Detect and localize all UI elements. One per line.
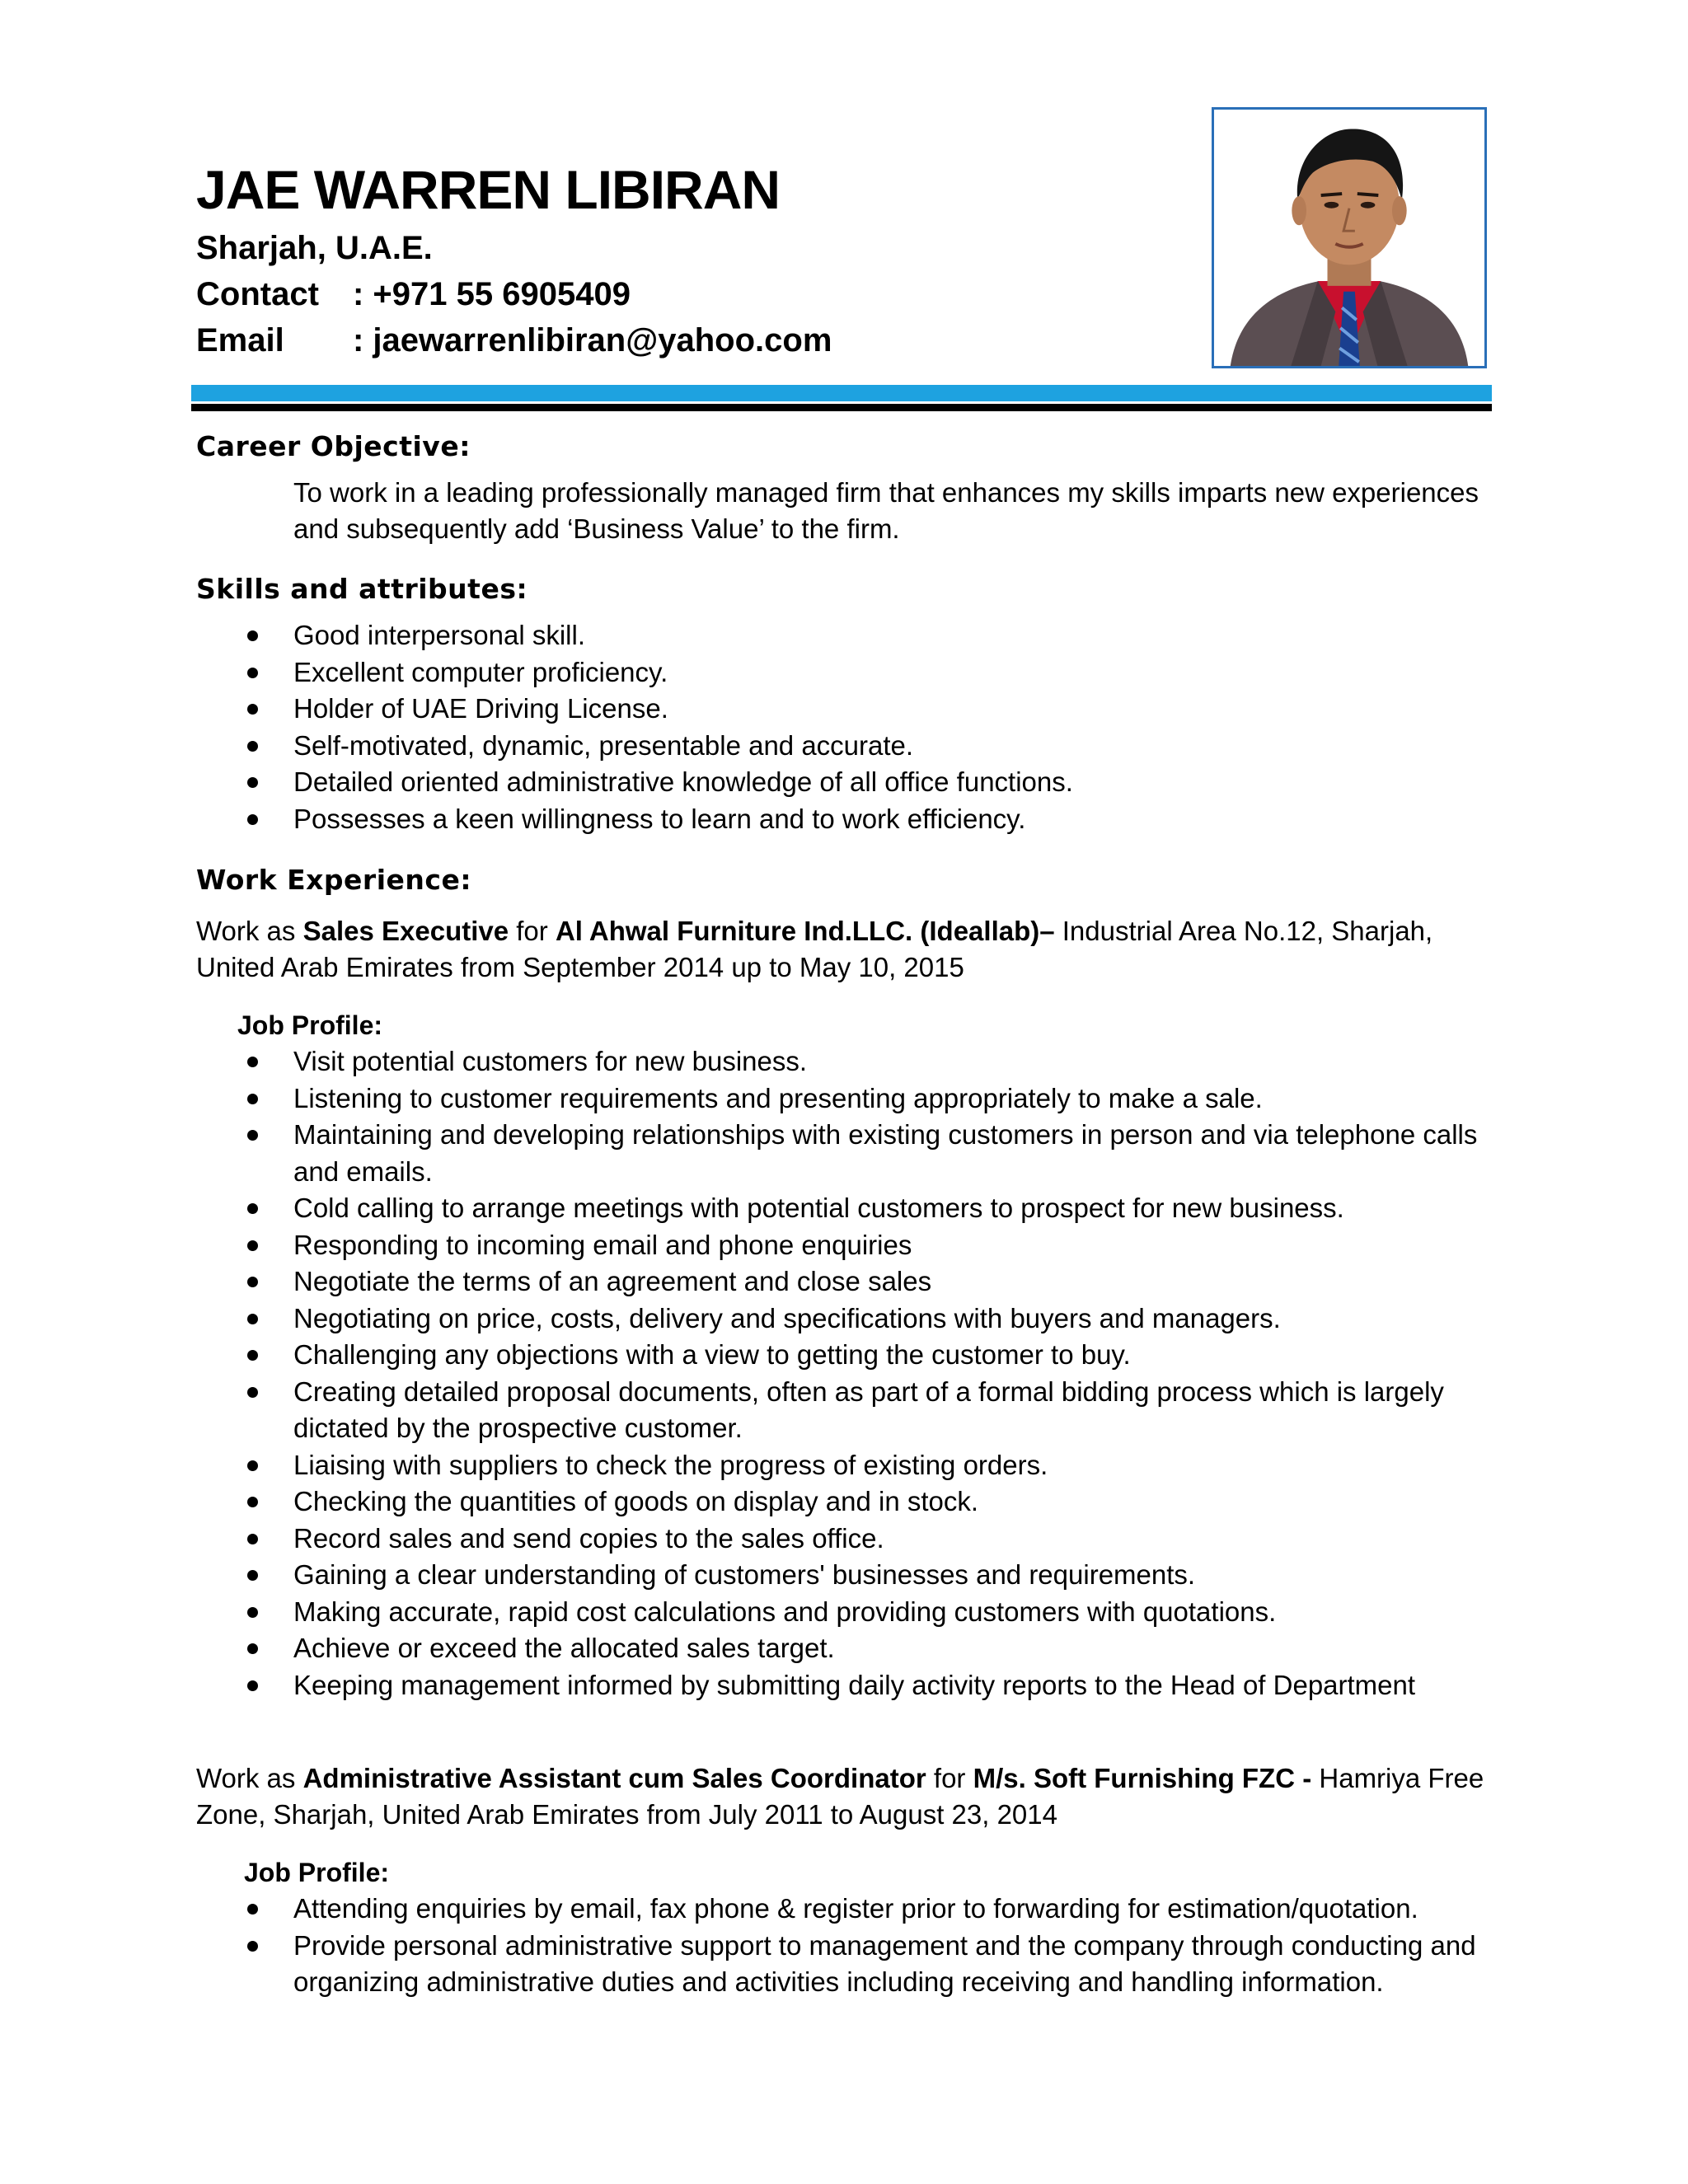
- job-2-position: Administrative Assistant cum Sales Coordinator: [302, 1763, 926, 1793]
- duty-text: Responding to incoming email and phone enquiries: [293, 1229, 912, 1260]
- duty-text: Record sales and send copies to the sales office.: [293, 1522, 884, 1554]
- duty-text: Negotiating on price, costs, delivery and specifications with buyers and managers.: [293, 1302, 1281, 1333]
- bullet-icon: [247, 741, 258, 752]
- list-item: [196, 1337, 1498, 1374]
- duty-text: Provide personal administrative support to management and the company through conducting and organizing administrative duties and activities including receiving and handling information.: [293, 1929, 1476, 1997]
- email-address[interactable]: : jaewarrenlibiran@yahoo.com: [353, 322, 832, 359]
- bullet-icon: [247, 777, 258, 788]
- duty-text: Attending enquiries by email, fax phone & register prior to forwarding for estimation/quotation.: [293, 1893, 1418, 1924]
- job-1-company: Al Ahwal Furniture Ind.LLC. (Ideallab)–: [555, 916, 1055, 946]
- list-item: [196, 1483, 1498, 1521]
- duty-text: Creating detailed proposal documents, often as part of a formal bidding process which is largely dictated by the prospective customer.: [293, 1376, 1444, 1443]
- email-line: [196, 320, 832, 361]
- list-item: [196, 1227, 1498, 1264]
- list-item: [196, 1080, 1498, 1118]
- bullet-icon: [247, 1904, 258, 1915]
- job-1-summary: [196, 913, 1494, 986]
- bullet-icon: [247, 1057, 258, 1067]
- duty-text: Achieve or exceed the allocated sales target.: [293, 1633, 835, 1663]
- skills-list: [196, 617, 1498, 837]
- list-item: [196, 764, 1498, 801]
- skill-text: Detailed oriented administrative knowledge of all office functions.: [293, 766, 1073, 797]
- job-2-for: for: [926, 1763, 973, 1793]
- bullet-icon: [247, 1350, 258, 1361]
- bullet-icon: [247, 1387, 258, 1398]
- bullet-icon: [247, 1607, 258, 1618]
- skill-text: Self-motivated, dynamic, presentable and accurate.: [293, 729, 914, 761]
- job-1-details: Industrial Area No.12, Sharjah, United Arab Emirates from September 2014 up to May 10, 2015: [196, 916, 1433, 982]
- job-1-position: Sales Executive: [302, 916, 509, 946]
- list-item: [196, 1374, 1498, 1447]
- duty-text: Maintaining and developing relationships with existing customers in person and via telephone calls and emails.: [293, 1119, 1478, 1187]
- list-item: [196, 1117, 1498, 1190]
- list-item: [196, 1891, 1498, 1928]
- list-item: [196, 728, 1498, 765]
- bullet-icon: [247, 630, 258, 641]
- duty-text: Keeping management informed by submitting daily activity reports to the Head of Department: [293, 1669, 1416, 1700]
- skill-text: Excellent computer proficiency.: [293, 656, 668, 687]
- list-item: [196, 1301, 1498, 1338]
- list-item: [196, 654, 1498, 691]
- portrait-image: [1214, 110, 1484, 366]
- job-2-details: Hamriya Free Zone, Sharjah, United Arab Emirates from July 2011 to August 23, 2014: [196, 1763, 1484, 1830]
- contact-phone: : +971 55 6905409: [353, 276, 631, 312]
- header-accent-bar: [191, 385, 1492, 401]
- list-item: [196, 1043, 1498, 1080]
- duty-text: Gaining a clear understanding of customers' businesses and requirements.: [293, 1559, 1196, 1590]
- bullet-icon: [247, 668, 258, 678]
- job-2-profile-label: Job Profile:: [244, 1858, 390, 1887]
- career-objective-heading: Career Objective:: [196, 430, 471, 462]
- bullet-icon: [247, 814, 258, 825]
- list-item: [196, 617, 1498, 654]
- skill-text: Holder of UAE Driving License.: [293, 693, 668, 724]
- list-item: [196, 1594, 1498, 1631]
- bullet-icon: [247, 1240, 258, 1251]
- duty-text: Liaising with suppliers to check the progress of existing orders.: [293, 1449, 1048, 1480]
- contact-label: Contact: [196, 276, 319, 312]
- skills-heading: Skills and attributes:: [196, 573, 528, 605]
- list-item: [196, 1667, 1498, 1704]
- bullet-icon: [247, 1941, 258, 1952]
- bullet-icon: [247, 1094, 258, 1104]
- header-rule: [191, 404, 1492, 411]
- bullet-icon: [247, 1497, 258, 1507]
- list-item: [196, 1447, 1498, 1484]
- job-2-company: M/s. Soft Furnishing FZC -: [973, 1763, 1312, 1793]
- duty-text: Listening to customer requirements and presenting appropriately to make a sale.: [293, 1082, 1263, 1113]
- job-1-duties-list: [196, 1043, 1498, 1704]
- work-experience-heading: Work Experience:: [196, 864, 472, 896]
- skill-text: Possesses a keen willingness to learn and to work efficiency.: [293, 803, 1026, 834]
- bullet-icon: [247, 1277, 258, 1287]
- duty-text: Challenging any objections with a view to getting the customer to buy.: [293, 1339, 1131, 1370]
- duty-text: Making accurate, rapid cost calculations and providing customers with quotations.: [293, 1596, 1277, 1627]
- duty-text: Cold calling to arrange meetings with potential customers to prospect for new business.: [293, 1193, 1344, 1223]
- duty-text: Checking the quantities of goods on display and in stock.: [293, 1486, 979, 1516]
- job-2-duties-list: [196, 1891, 1498, 2001]
- bullet-icon: [247, 1460, 258, 1471]
- list-item: [196, 801, 1498, 838]
- bullet-icon: [247, 1534, 258, 1544]
- location-line: [196, 227, 433, 269]
- bullet-icon: [247, 704, 258, 715]
- list-item: [196, 1263, 1498, 1301]
- bullet-icon: [247, 1643, 258, 1654]
- list-item: [196, 691, 1498, 728]
- location-text: Sharjah, U.A.E.: [196, 230, 433, 266]
- list-item: [196, 1557, 1498, 1594]
- bullet-icon: [247, 1203, 258, 1214]
- career-objective-text: To work in a leading professionally managed firm that enhances my skills imparts new experiences and subsequently add ‘Business Value’ to the firm.: [293, 477, 1479, 544]
- bullet-icon: [247, 1130, 258, 1141]
- list-item: [196, 1928, 1498, 2001]
- email-label: Email: [196, 322, 284, 359]
- profile-photo: [1212, 107, 1487, 368]
- job-1-prefix: Work as: [196, 916, 303, 946]
- duty-text: Negotiate the terms of an agreement and close sales: [293, 1266, 932, 1296]
- list-item: [196, 1521, 1498, 1558]
- job-1-profile-label: Job Profile:: [237, 1010, 383, 1040]
- list-item: [196, 1630, 1498, 1667]
- bullet-icon: [247, 1680, 258, 1691]
- job-1-for: for: [509, 916, 556, 946]
- bullet-icon: [247, 1314, 258, 1324]
- candidate-name: JAE WARREN LIBIRAN: [196, 159, 781, 220]
- job-2-prefix: Work as: [196, 1763, 303, 1793]
- list-item: [196, 1190, 1498, 1227]
- skill-text: Good interpersonal skill.: [293, 620, 586, 650]
- duty-text: Visit potential customers for new business.: [293, 1046, 808, 1076]
- contact-line: [196, 274, 631, 315]
- job-2-summary: [196, 1760, 1494, 1833]
- bullet-icon: [247, 1570, 258, 1581]
